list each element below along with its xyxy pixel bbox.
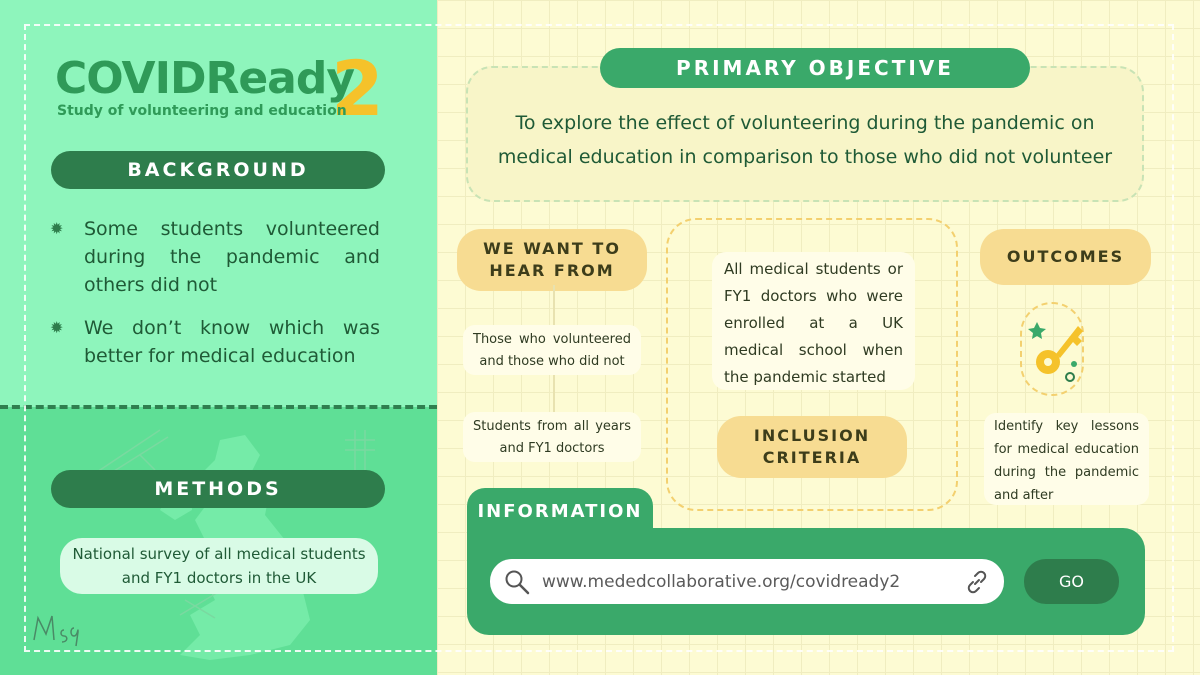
key-icon: [1022, 304, 1086, 398]
sun-bullet-icon: ✹: [50, 318, 64, 337]
section-divider: [0, 405, 437, 409]
hear-from-heading-text: WE WANT TO HEAR FROM: [483, 239, 621, 280]
objective-heading: PRIMARY OBJECTIVE: [600, 48, 1030, 88]
bullet-text: Some students volunteered during the pandemic and others did not: [84, 218, 380, 296]
hear-from-item: Those who volunteered and those who did not: [463, 325, 641, 375]
outcomes-text: Identify key lessons for medical education during the pandemic and after: [984, 413, 1149, 505]
go-button[interactable]: GO: [1024, 559, 1119, 604]
inclusion-text: All medical students or FY1 doctors who were enrolled at a UK medical school when the pandemic started: [712, 252, 915, 390]
hear-from-item: Students from all years and FY1 doctors: [463, 412, 641, 462]
outcome-icon-frame: [1020, 302, 1084, 396]
search-icon: [504, 569, 530, 595]
url-text[interactable]: www.mededcollaborative.org/covidready2: [542, 571, 901, 592]
logo-number: 2: [331, 44, 384, 133]
sun-bullet-icon: ✹: [50, 219, 64, 238]
logo-title: COVIDReady: [55, 53, 355, 104]
methods-heading: METHODS: [51, 470, 385, 508]
logo-subtitle: Study of volunteering and education: [57, 103, 347, 119]
inclusion-heading-text: INCLUSION CRITERIA: [753, 426, 871, 467]
logo: [55, 44, 384, 133]
bullet-text: We don’t know which was better for medical education: [84, 317, 380, 367]
link-icon[interactable]: [964, 569, 990, 595]
hear-from-heading: [457, 229, 647, 291]
inclusion-heading: [717, 416, 907, 478]
background-heading: BACKGROUND: [51, 151, 385, 189]
url-bar[interactable]: [490, 559, 1004, 604]
signature-mark: [30, 612, 100, 648]
background-bullet: [50, 314, 380, 370]
methods-text: National survey of all medical students and FY1 doctors in the UK: [60, 538, 378, 594]
outcomes-heading: OUTCOMES: [980, 229, 1151, 285]
objective-text: To explore the effect of volunteering during the pandemic on medical education in comparison to those who did not volunteer: [497, 112, 1113, 168]
scribble-decoration: [340, 430, 380, 470]
background-bullet: [50, 215, 380, 299]
information-heading: INFORMATION: [467, 488, 653, 534]
